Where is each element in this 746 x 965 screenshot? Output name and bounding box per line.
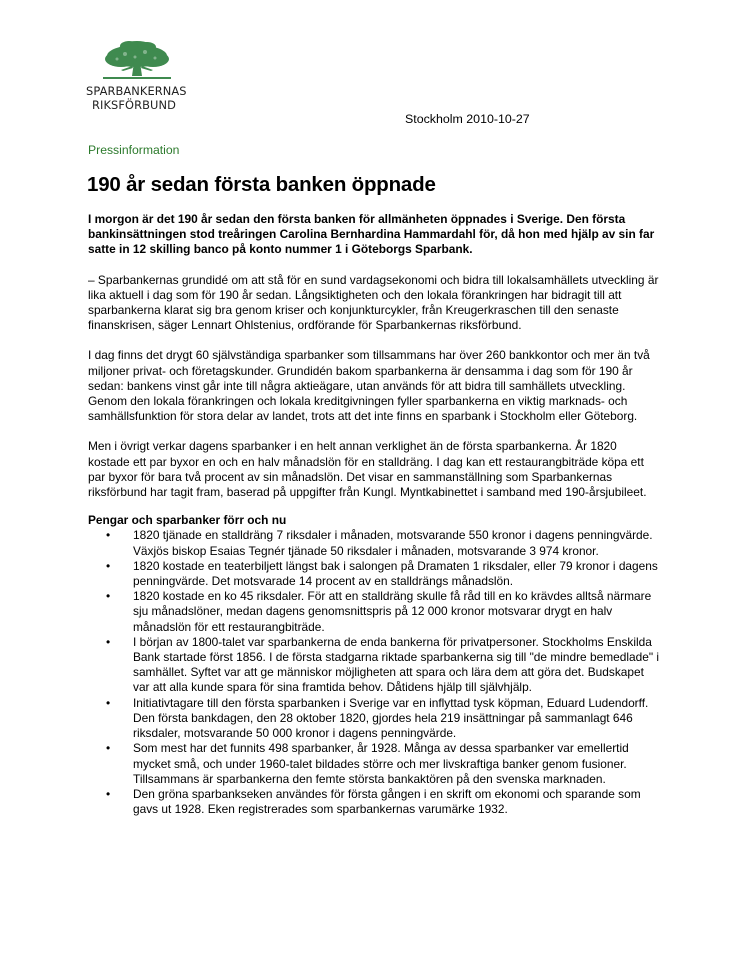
list-item-text: Den gröna sparbankseken användes för första gången i en skrift om ekonomi och sparande som gavs ut 1928. Eken registrerades som sparbankernas varumärke 1932. — [133, 786, 641, 817]
press-date: Stockholm 2010-10-27 — [405, 112, 530, 126]
list-item — [106, 528, 660, 558]
bullet-icon: • — [106, 695, 111, 710]
list-item-text: I början av 1800-talet var sparbankerna de enda bankerna för privatpersoner. Stockholms Enskilda Bank startade först 1856. I de första stadgarna riktade sparbankerna sig till "de mindre bemedlade" i samhället. Syftet var att ge människor möjligheten att spara och lära dem att göra det. Budskapet var att alla kunde spara för sina framtida behov. Dåtidens hjälp till självhjälp. — [133, 634, 659, 695]
list-item-text: 1820 tjänade en stalldräng 7 riksdaler i månaden, motsvarande 550 kronor i dagens penningvärde. Växjös biskop Esaias Tegnér tjänade 50 riksdaler i månaden, motsvarande 3 974 kronor. — [133, 528, 653, 558]
body-paragraph-1: – Sparbankernas grundidé om att stå för en sund vardagsekonomi och bidra till lokalsamhällets utveckling är lika aktuell i dag som för 190 år sedan. Långsiktigheten och den lokala förankringen har bidragit till att sparbankerna klarat sig bra genom kriser och konjunkturcykler, från Kreugerkraschen till den senaste finanskrisen, säger Lennart Ohlstenius, ordförande för Sparbankernas riksförbund. — [88, 272, 659, 333]
bullet-icon: • — [106, 741, 111, 756]
list-item-text: Som mest har det funnits 498 sparbanker, år 1928. Många av dessa sparbanker var emellertid mycket små, och under 1960-talet bildades större och mer livskraftiga banker genom fusioner. Tillsammans är sparbankerna den femte största bankaktören på den svenska marknaden. — [133, 741, 629, 786]
list-item — [106, 558, 660, 589]
bullet-icon: • — [106, 634, 111, 649]
sparbankernas-logo — [86, 40, 188, 112]
article-body — [88, 212, 660, 817]
logo-text-line2: RIKSFÖRBUND — [92, 98, 176, 112]
list-item — [106, 695, 660, 742]
oak-tree-icon — [101, 40, 173, 82]
list-item — [106, 786, 660, 817]
section-heading: Pengar och sparbanker förr och nu — [88, 513, 287, 528]
list-item — [106, 634, 660, 696]
body-paragraph-2: I dag finns det drygt 60 självständiga sparbanker som tillsammans har över 260 bankkontor och mer än två miljoner privat- och företagskunder. Grundidén bakom sparbankerna är densamma i dag som för 190 år sedan: bankens vinst går inte till några aktieägare, utan används för att bidra till samhällets utveckling. Genom den lokala förankringen och lokala kreditgivningen fyller sparbankerna en viktig marknads- och samhällsfunktion för stora delar av landet, trots att det inte finns en sparbank i Stockholm eller Göteborg. — [88, 348, 650, 424]
bullet-icon: • — [106, 528, 111, 543]
page-title: 190 år sedan första banken öppnade — [87, 173, 436, 196]
list-item — [106, 589, 660, 635]
bullet-icon: • — [106, 589, 111, 604]
list-item-text: Initiativtagare till den första sparbanken i Sverige var en inflyttad tysk köpman, Eduard Ludendorff. Den första bankdagen, den 28 oktober 1820, gjordes hela 219 insättningar på sammanlagt 646 riksdaler, motsvarande 50 000 kronor i dagens penningvärde. — [133, 695, 649, 741]
bullet-icon: • — [106, 786, 111, 801]
lead-paragraph: I morgon är det 190 år sedan den första banken för allmänheten öppnades i Sverige. Den första bankinsättningen stod treåringen Carolina Bernhardina Hammardahl för, då hon med hjälp av sin far satte in 12 skilling banco på konto nummer 1 i Göteborgs Sparbank. — [88, 212, 655, 257]
list-item-text: 1820 kostade en ko 45 riksdaler. För att en stalldräng skulle få råd till en ko krävdes alltså närmare sju månadslöner, medan dagens genomsnittspris på 12 000 kronor motsvarar drygt en halv månadslön för ett restaurangbiträde. — [133, 589, 652, 634]
logo-text-line1: SPARBANKERNAS — [86, 84, 187, 98]
body-paragraph-3: Men i övrigt verkar dagens sparbanker i en helt annan verklighet än de första sparbankerna. År 1820 kostade ett par byxor en och en halv månadslön för en stalldräng. I dag kan ett restaurangbiträde köpa ett par byxor för bara två procent av sin månadslön. Det visar en sammanställning som Sparbankernas riksförbund har tagit fram, baserad på uppgifter från Kungl. Myntkabinettet i samband med 190-årsjubileet. — [88, 439, 647, 500]
bullet-icon: • — [106, 558, 111, 573]
list-item-text: 1820 kostade en teaterbiljett längst bak i salongen på Dramaten 1 riksdaler, eller 79 kronor i dagens penningvärde. Det motsvarade 14 procent av en stalldrängs månadslön. — [133, 558, 658, 589]
list-item — [106, 741, 660, 787]
press-label: Pressinformation — [88, 143, 180, 157]
facts-list — [88, 528, 660, 817]
